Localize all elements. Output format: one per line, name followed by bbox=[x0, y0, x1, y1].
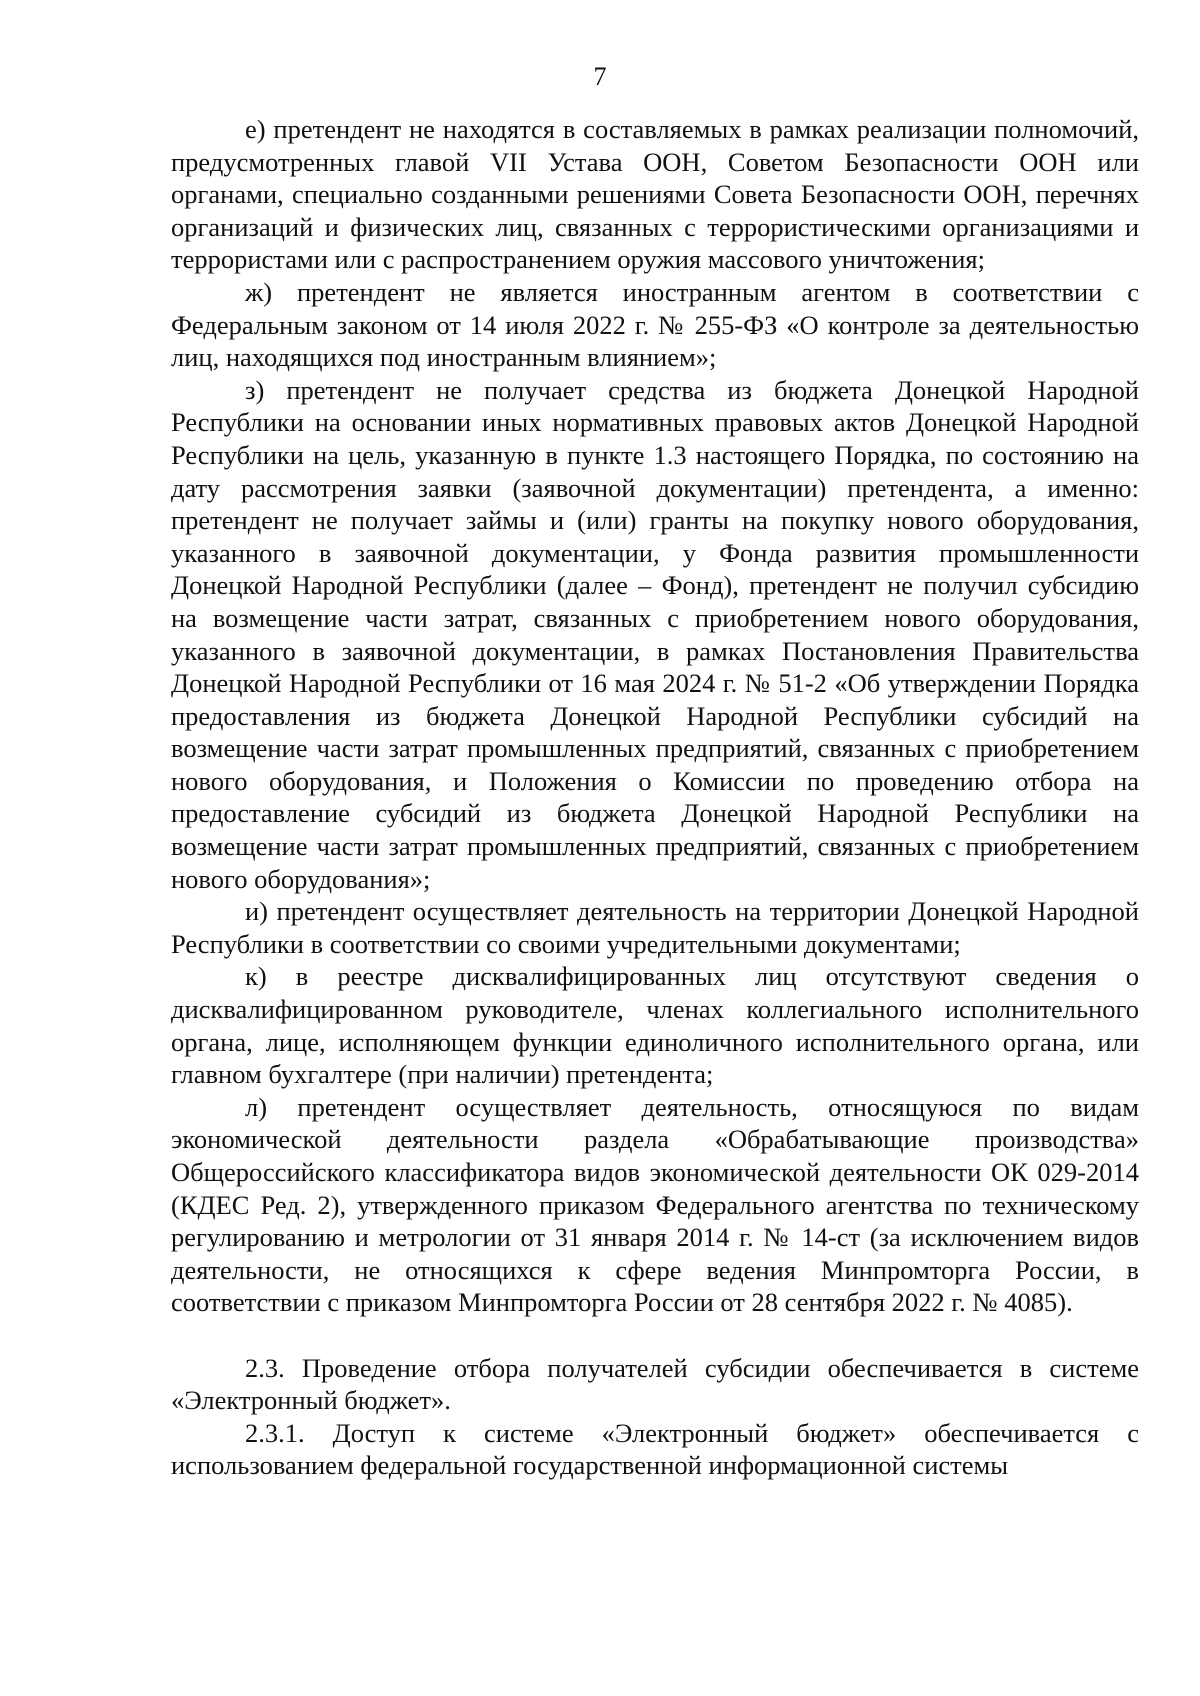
paragraph-k: к) в реестре дисквалифицированных лиц отсутствуют сведения о дисквалифицированном руководителе, членах коллегиального исполнительного органа, лице, исполняющем функции единоличного исполнительного органа, или главном бухгалтере (при наличии) претендента; bbox=[171, 961, 1139, 1090]
paragraph-e: е) претендент не находятся в составляемых в рамках реализации полномочий, предусмотренных главой VII Устава ООН, Советом Безопасности ООН или органами, специально созданными решениями Совета Безопасности ООН, перечнях организаций и физических лиц, связанных с террористическими организациями и террористами или с распространением оружия массового уничтожения; bbox=[171, 114, 1139, 275]
document-body bbox=[171, 113, 1139, 1482]
page-number: 7 bbox=[593, 62, 607, 91]
paragraph-zh: ж) претендент не является иностранным агентом в соответствии с Федеральным законом от 14 июля 2022 г. № 255-ФЗ «О контроле за деятельностью лиц, находящихся под иностранным влиянием»; bbox=[171, 276, 1139, 373]
paragraph-z: з) претендент не получает средства из бюджета Донецкой Народной Республики на основании иных нормативных правовых актов Донецкой Народной Республики на цель, указанную в пункте 1.3 настоящего Порядка, по состоянию на дату рассмотрения заявки (заявочной документации) претендента, а именно: претендент не получает займы и (или) гранты на покупку нового оборудования, указанного в заявочной документации, у Фонда развития промышленности Донецкой Народной Республики (далее – Фонд), претендент не получил субсидию на возмещение части затрат, связанных с приобретением нового оборудования, указанного в заявочной документации, в рамках Постановления Правительства Донецкой Народной Республики от 16 мая 2024 г. № 51-2 «Об утверждении Порядка предоставления из бюджета Донецкой Народной Республики субсидий на возмещение части затрат промышленных предприятий, связанных с приобретением нового оборудования, и Положения о Комиссии по проведению отбора на предоставление субсидий из бюджета Донецкой Народной Республики на возмещение части затрат промышленных предприятий, связанных с приобретением нового оборудования»; bbox=[171, 374, 1139, 894]
paragraph-l: л) претендент осуществляет деятельность, относящуюся по видам экономической деятельности раздела «Обрабатывающие производства» Общероссийского классификатора видов экономической деятельности ОК 029-2014 (КДЕС Ред. 2), утвержденного приказом Федерального агентства по техническому регулированию и метрологии от 31 января 2014 г. № 14-ст (за исключением видов деятельности, не относящихся к сфере ведения Минпромторга России, в соответствии с приказом Минпромторга России от 28 сентября 2022 г. № 4085). bbox=[171, 1091, 1139, 1318]
paragraph-2-3-1: 2.3.1. Доступ к системе «Электронный бюджет» обеспечивается с использованием федеральной государственной информационной системы bbox=[171, 1417, 1139, 1481]
paragraph-i: и) претендент осуществляет деятельность на территории Донецкой Народной Республики в соответствии со своими учредительными документами; bbox=[171, 896, 1139, 959]
paragraph-2-3: 2.3. Проведение отбора получателей субсидии обеспечивается в системе «Электронный бюджет». bbox=[171, 1352, 1139, 1416]
